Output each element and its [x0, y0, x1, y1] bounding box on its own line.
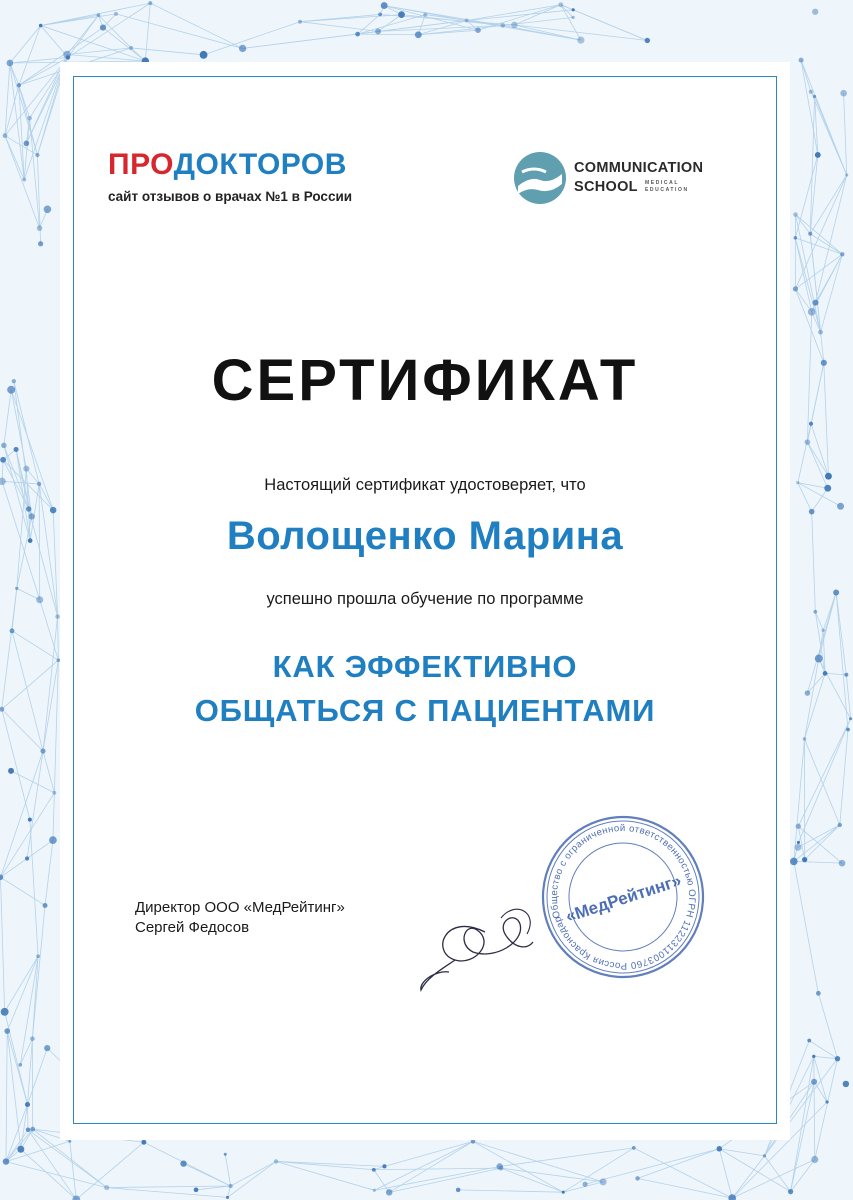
network-node	[793, 286, 798, 291]
network-node	[793, 212, 798, 217]
network-node	[30, 1036, 35, 1041]
network-line	[1, 877, 46, 905]
company-stamp	[538, 812, 708, 982]
network-node	[844, 673, 848, 677]
network-line	[231, 1161, 276, 1186]
network-node	[808, 308, 816, 316]
network-node	[66, 55, 70, 59]
network-node	[104, 1185, 109, 1190]
network-line	[1, 793, 55, 877]
network-node	[511, 22, 517, 28]
network-node	[0, 478, 6, 485]
network-line	[794, 861, 842, 863]
network-node	[23, 466, 29, 472]
network-line	[374, 1141, 473, 1190]
network-node	[558, 2, 563, 7]
network-node	[833, 589, 839, 595]
network-node	[475, 27, 481, 33]
network-node	[816, 991, 821, 996]
network-line	[795, 155, 817, 238]
network-node	[812, 1055, 815, 1058]
network-node	[1, 443, 7, 449]
network-node	[465, 19, 469, 23]
signatory-position: Директор ООО «МедРейтинг»	[135, 899, 345, 916]
network-node	[180, 1160, 186, 1166]
network-node	[28, 538, 33, 543]
network-line	[805, 825, 840, 860]
network-line	[1, 877, 5, 1012]
network-node	[809, 422, 813, 426]
network-line	[107, 1188, 228, 1198]
brand-part-doctorov: ДОКТОРОВ	[173, 148, 347, 181]
school-subtitle-1: MEDICAL	[645, 180, 679, 186]
network-node	[840, 252, 844, 256]
network-node	[415, 31, 422, 38]
network-line	[12, 631, 58, 660]
network-node	[224, 1153, 227, 1156]
network-node	[632, 1146, 636, 1150]
network-line	[7, 1031, 27, 1104]
network-node	[239, 45, 246, 52]
network-line	[58, 617, 59, 661]
network-node	[499, 1166, 504, 1171]
network-node	[600, 1178, 607, 1185]
network-line	[243, 34, 358, 48]
network-node	[274, 1159, 278, 1163]
network-node	[7, 60, 14, 67]
network-node	[809, 509, 815, 515]
network-node	[398, 11, 405, 18]
network-node	[824, 485, 831, 492]
network-line	[28, 1104, 29, 1129]
network-line	[815, 96, 847, 175]
network-node	[49, 836, 57, 844]
network-node	[35, 153, 39, 157]
network-node	[635, 1176, 640, 1181]
program-title	[60, 645, 790, 733]
network-node	[843, 1081, 849, 1087]
program-title-line1: КАК ЭФФЕКТИВНО	[272, 649, 578, 684]
network-node	[10, 628, 15, 633]
network-line	[70, 1141, 77, 1199]
network-node	[36, 954, 40, 958]
network-node	[12, 379, 16, 383]
network-node	[821, 360, 827, 366]
network-node	[501, 23, 505, 27]
network-line	[791, 1056, 814, 1191]
network-node	[37, 225, 42, 230]
network-line	[1, 858, 28, 877]
network-line	[732, 1159, 815, 1198]
network-node	[456, 1188, 461, 1193]
network-node	[375, 28, 381, 34]
network-node	[372, 1168, 376, 1172]
network-node	[812, 9, 818, 15]
network-line	[11, 771, 54, 793]
network-node	[378, 13, 382, 17]
handshake-icon	[512, 150, 568, 206]
brand-part-pro: ПРО	[108, 148, 174, 181]
network-node	[25, 856, 29, 860]
network-node	[813, 610, 817, 614]
certificate-card	[60, 62, 790, 1140]
network-node	[811, 1156, 818, 1163]
network-node	[797, 841, 800, 844]
network-line	[795, 238, 820, 332]
network-node	[25, 1102, 30, 1107]
network-line	[41, 14, 116, 26]
network-node	[3, 133, 8, 138]
network-line	[798, 483, 841, 507]
network-node	[381, 2, 388, 9]
network-line	[19, 26, 41, 86]
network-node	[72, 1196, 80, 1200]
completed-text: успешно прошла обучение по программе	[266, 590, 584, 608]
network-node	[26, 1127, 31, 1132]
network-node	[141, 1140, 146, 1145]
network-line	[5, 63, 10, 136]
network-node	[50, 507, 57, 514]
network-line	[45, 840, 53, 905]
network-line	[2, 481, 39, 484]
network-line	[807, 592, 836, 693]
network-node	[825, 473, 832, 480]
network-node	[790, 858, 798, 866]
network-line	[27, 751, 43, 858]
network-line	[634, 1148, 732, 1198]
network-line	[6, 1130, 28, 1162]
network-line	[719, 1149, 732, 1198]
network-node	[373, 1189, 376, 1192]
network-node	[38, 241, 43, 246]
network-line	[225, 1154, 230, 1186]
network-node	[838, 823, 842, 827]
network-line	[131, 48, 204, 55]
network-node	[15, 587, 18, 590]
network-node	[228, 1184, 232, 1188]
network-node	[796, 481, 799, 484]
network-line	[818, 993, 837, 1058]
network-line	[5, 57, 68, 135]
network-line	[4, 390, 11, 446]
network-line	[43, 617, 58, 751]
network-line	[53, 793, 54, 840]
network-line	[116, 14, 243, 49]
network-node	[386, 1189, 392, 1195]
network-node	[43, 903, 48, 908]
network-line	[814, 1082, 827, 1102]
network-node	[807, 1039, 811, 1043]
network-node	[582, 1182, 587, 1187]
network-line	[638, 1178, 733, 1198]
network-node	[44, 206, 52, 214]
network-line	[821, 254, 843, 332]
network-line	[501, 1168, 563, 1192]
network-line	[5, 956, 38, 1012]
network-node	[40, 748, 45, 753]
network-line	[2, 709, 30, 819]
network-line	[798, 424, 811, 483]
signatory-name: Сергей Федосов	[135, 919, 250, 936]
network-node	[28, 818, 32, 822]
network-line	[300, 15, 402, 22]
network-node	[14, 447, 19, 452]
network-node	[29, 513, 35, 519]
network-node	[812, 300, 818, 306]
network-line	[12, 588, 17, 630]
network-line	[844, 93, 847, 175]
stamp-ring-text: Общество с ограниченной ответственностью ОГРН 1122311003760 Россия Краснодарский	[548, 822, 698, 972]
network-line	[836, 592, 846, 674]
network-node	[8, 768, 14, 774]
network-node	[825, 1100, 828, 1103]
program-title-line2: ОБЩАТЬСЯ С ПАЦИЕНТАМИ	[194, 693, 656, 728]
network-node	[794, 236, 797, 239]
network-node	[27, 116, 32, 121]
network-node	[811, 1079, 817, 1085]
certifies-text: Настоящий сертификат удостоверяет, что	[264, 476, 586, 494]
network-line	[816, 175, 847, 303]
network-node	[4, 1028, 10, 1034]
network-node	[30, 1127, 35, 1132]
network-node	[849, 717, 852, 720]
communication-school-logo	[512, 150, 752, 210]
network-line	[21, 1104, 28, 1149]
network-line	[794, 861, 819, 993]
network-line	[2, 481, 40, 599]
network-node	[7, 386, 15, 394]
network-line	[798, 483, 812, 512]
network-node	[39, 24, 43, 28]
network-node	[763, 1154, 766, 1157]
network-node	[200, 51, 208, 59]
network-line	[840, 730, 848, 825]
network-line	[384, 1141, 473, 1166]
network-node	[17, 83, 21, 87]
network-line	[823, 592, 836, 630]
network-line	[103, 28, 145, 62]
school-name-line1: COMMUNICATION	[574, 160, 704, 176]
network-node	[577, 36, 584, 43]
network-node	[24, 141, 30, 147]
network-line	[812, 512, 816, 612]
network-line	[6, 1031, 7, 1161]
network-line	[150, 3, 242, 48]
prodoctorov-logo	[108, 150, 388, 204]
school-name-line2: SCHOOL	[574, 179, 638, 195]
network-line	[810, 234, 842, 255]
network-line	[563, 1148, 634, 1192]
network-node	[645, 38, 650, 43]
network-line	[765, 1156, 791, 1192]
stamp-center-text: «МедРейтинг»	[563, 870, 684, 927]
network-line	[76, 1142, 144, 1199]
network-line	[811, 424, 828, 476]
network-line	[473, 1141, 563, 1192]
brand-tagline: сайт отзывов о врачах №1 в России	[108, 189, 353, 204]
network-line	[145, 3, 150, 61]
network-node	[97, 13, 101, 17]
network-node	[44, 1045, 50, 1051]
network-node	[837, 503, 844, 510]
recipient-name: Волощенко Марина	[226, 514, 624, 558]
network-node	[805, 439, 811, 445]
network-node	[821, 629, 824, 632]
network-node	[815, 655, 823, 663]
network-node	[846, 728, 850, 732]
network-line	[811, 363, 824, 424]
network-line	[107, 1186, 231, 1188]
network-line	[389, 1168, 501, 1192]
network-line	[810, 175, 846, 234]
network-line	[501, 1168, 603, 1182]
network-line	[836, 592, 848, 729]
network-node	[226, 1196, 229, 1199]
network-line	[814, 1056, 827, 1102]
network-line	[374, 1166, 499, 1190]
brand-name	[108, 150, 388, 180]
network-node	[1, 1008, 9, 1016]
network-line	[28, 1048, 48, 1104]
network-line	[43, 751, 54, 793]
network-line	[824, 363, 829, 476]
handwritten-signature	[415, 882, 545, 992]
network-line	[719, 1149, 764, 1156]
network-line	[807, 442, 828, 476]
network-node	[114, 12, 118, 16]
network-node	[813, 95, 816, 98]
network-node	[803, 737, 807, 741]
network-line	[39, 484, 40, 600]
network-line	[458, 1190, 563, 1192]
network-node	[562, 1191, 565, 1194]
network-line	[814, 1056, 815, 1159]
network-node	[845, 173, 848, 176]
network-node	[194, 1188, 199, 1193]
network-node	[52, 791, 56, 795]
network-line	[32, 905, 45, 1038]
network-line	[473, 1141, 603, 1181]
network-line	[804, 659, 818, 739]
network-line	[719, 1149, 790, 1192]
network-line	[500, 1148, 634, 1167]
network-node	[18, 1063, 22, 1067]
network-node	[840, 90, 847, 97]
network-node	[423, 13, 427, 17]
network-line	[638, 1149, 720, 1179]
network-node	[298, 20, 302, 24]
network-line	[732, 1156, 764, 1198]
network-node	[571, 16, 574, 19]
network-node	[355, 32, 360, 37]
network-node	[815, 152, 821, 158]
network-node	[717, 1146, 723, 1152]
network-line	[810, 234, 824, 363]
school-subtitle-2: EDUCATION	[645, 187, 689, 193]
network-line	[791, 1082, 814, 1192]
network-node	[0, 457, 6, 463]
network-node	[36, 596, 43, 603]
network-line	[384, 6, 478, 31]
network-node	[839, 860, 846, 867]
network-line	[99, 15, 132, 48]
network-node	[148, 1, 152, 5]
network-node	[100, 24, 106, 30]
signatory-block	[135, 898, 345, 938]
network-node	[3, 1158, 9, 1164]
network-node	[802, 857, 807, 862]
network-node	[17, 1146, 24, 1153]
network-node	[129, 46, 133, 50]
network-line	[798, 719, 850, 843]
network-line	[389, 1141, 473, 1192]
network-line	[2, 709, 43, 751]
network-line	[204, 22, 300, 55]
network-line	[30, 820, 38, 957]
network-line	[67, 54, 145, 61]
network-node	[818, 330, 823, 335]
network-line	[514, 25, 581, 40]
network-node	[788, 1189, 793, 1194]
network-node	[26, 506, 31, 511]
network-line	[228, 1161, 277, 1197]
network-node	[382, 1164, 386, 1168]
network-line	[585, 1149, 719, 1184]
network-node	[808, 232, 812, 236]
network-line	[144, 1142, 231, 1186]
network-node	[835, 1056, 840, 1061]
network-node	[796, 824, 801, 829]
network-line	[12, 631, 43, 751]
network-node	[572, 8, 575, 11]
network-node	[805, 690, 811, 696]
network-node	[794, 844, 801, 851]
network-node	[823, 671, 828, 676]
network-line	[358, 34, 419, 35]
network-node	[22, 178, 26, 182]
certificate-title: СЕРТИФИКАТ	[211, 348, 639, 413]
network-node	[809, 90, 813, 94]
network-node	[68, 1140, 71, 1143]
network-line	[1, 751, 44, 877]
network-line	[795, 175, 846, 289]
network-line	[10, 26, 41, 63]
network-line	[6, 1162, 107, 1188]
network-node	[37, 482, 41, 486]
network-line	[276, 1161, 384, 1166]
network-node	[799, 58, 804, 63]
